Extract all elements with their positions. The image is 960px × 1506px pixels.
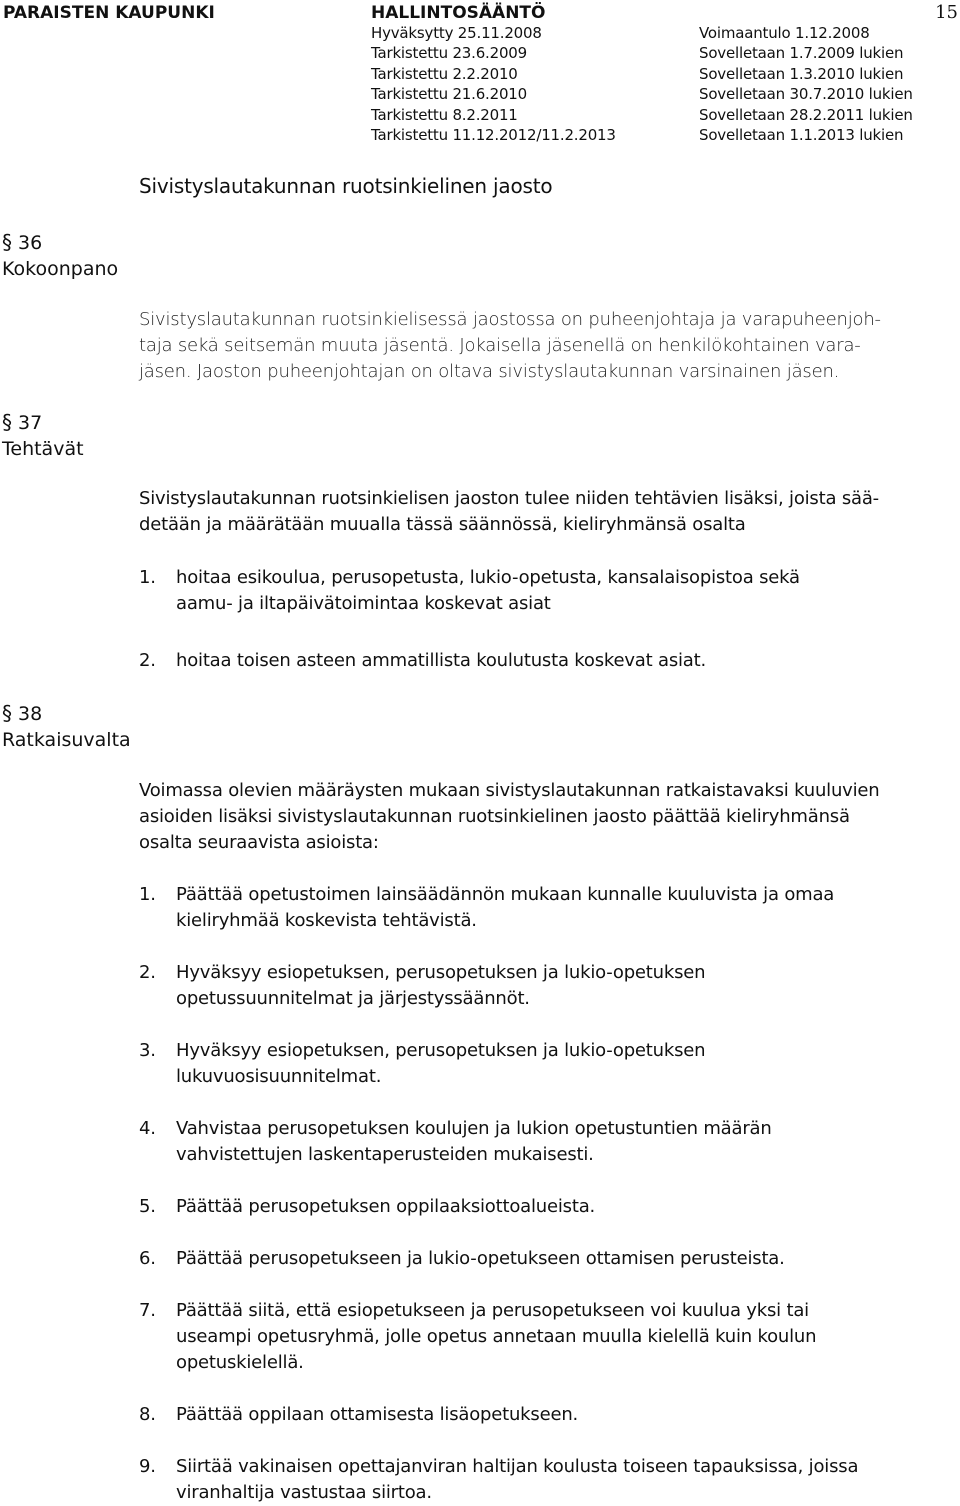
list-item-line: Päättää opetustoimen lainsäädännön mukaan kunnalle kuuluvista ja omaa bbox=[176, 884, 835, 905]
section-38-label bbox=[2, 700, 131, 753]
list-item-line: vahvistettujen laskentaperusteiden mukaisesti. bbox=[176, 1144, 594, 1165]
paragraph-line: asioiden lisäksi sivistyslautakunnan ruotsinkielinen jaosto päättää kieliryhmänsä bbox=[139, 806, 850, 827]
section-number: 37 bbox=[18, 412, 43, 434]
paragraph-line: Sivistyslautakunnan ruotsinkielisessä jaostossa on puheenjohtaja ja varapuheenjoh- bbox=[139, 309, 881, 330]
list-item-line: Hyväksyy esiopetuksen, perusopetuksen ja lukio-opetuksen bbox=[176, 962, 706, 983]
list-item-line: Päättää perusopetuksen oppilaaksiottoalueista. bbox=[176, 1196, 596, 1217]
list-item-line: Päättää siitä, että esiopetukseen ja perusopetukseen voi kuulua yksi tai bbox=[176, 1300, 809, 1321]
header-right-line: Sovelletaan 1.1.2013 lukien bbox=[699, 126, 904, 145]
paragraph-line: Voimassa olevien määräysten mukaan sivistyslautakunnan ratkaistavaksi kuuluvien bbox=[139, 780, 880, 801]
page-number: 15 bbox=[935, 2, 958, 23]
section-number: 38 bbox=[18, 703, 43, 725]
section-title: Kokoonpano bbox=[2, 258, 119, 280]
section-title: Tehtävät bbox=[2, 438, 84, 460]
list-item bbox=[139, 1116, 959, 1168]
section-sign: § bbox=[2, 410, 12, 434]
list-item-line: Päättää perusopetukseen ja lukio-opetukseen ottamisen perusteista. bbox=[176, 1248, 785, 1269]
list-item-line: viranhaltija vastustaa siirtoa. bbox=[176, 1482, 432, 1503]
list-item-number: 2. bbox=[139, 962, 156, 983]
list-item bbox=[139, 565, 959, 617]
list-item-line: kieliryhmää koskevista tehtävistä. bbox=[176, 910, 477, 931]
header-left-line: Tarkistettu 11.12.2012/11.2.2013 bbox=[371, 126, 616, 145]
section-38-paragraph bbox=[139, 778, 959, 856]
section-number: 36 bbox=[18, 232, 43, 254]
list-item bbox=[139, 648, 959, 674]
list-item bbox=[139, 1038, 959, 1090]
list-item-line: Siirtää vakinaisen opettajanviran haltijan koulusta toiseen tapauksissa, joissa bbox=[176, 1456, 859, 1477]
header-left-line: Tarkistettu 2.2.2010 bbox=[371, 64, 518, 83]
list-item-number: 7. bbox=[139, 1300, 156, 1321]
list-item bbox=[139, 1454, 959, 1506]
header-approval-dates bbox=[371, 23, 616, 145]
organization-name: PARAISTEN KAUPUNKI bbox=[3, 3, 215, 23]
header-right-line: Voimaantulo 1.12.2008 bbox=[699, 24, 870, 42]
section-36-label bbox=[2, 229, 118, 282]
section-37-paragraph bbox=[139, 486, 959, 538]
header-left-line: Hyväksytty 25.11.2008 bbox=[371, 24, 542, 42]
list-item-line: opetussuunnitelmat ja järjestyssäännöt. bbox=[176, 988, 530, 1009]
header-left-line: Tarkistettu 8.2.2011 bbox=[371, 105, 518, 124]
paragraph-line: osalta seuraavista asioista: bbox=[139, 832, 379, 853]
section-sign: § bbox=[2, 701, 12, 725]
list-item bbox=[139, 1246, 959, 1272]
paragraph-line: taja sekä seitsemän muuta jäsentä. Jokaisella jäsenellä on henkilökohtainen vara- bbox=[139, 335, 861, 356]
list-item-number: 6. bbox=[139, 1248, 156, 1269]
header-effective-dates bbox=[699, 23, 913, 145]
document-title: HALLINTOSÄÄNTÖ bbox=[371, 3, 546, 23]
list-item-number: 4. bbox=[139, 1118, 156, 1139]
list-item bbox=[139, 1402, 959, 1428]
list-item-number: 3. bbox=[139, 1040, 156, 1061]
paragraph-line: jäsen. Jaoston puheenjohtajan on oltava sivistyslautakunnan varsinainen jäsen. bbox=[139, 361, 840, 382]
section-title: Ratkaisuvalta bbox=[2, 729, 131, 751]
header-right-line: Sovelletaan 1.3.2010 lukien bbox=[699, 64, 904, 83]
section-36-paragraph bbox=[139, 307, 959, 385]
section-37-label bbox=[2, 409, 84, 462]
list-item-number: 8. bbox=[139, 1404, 156, 1425]
header-right-line: Sovelletaan 28.2.2011 lukien bbox=[699, 105, 913, 124]
header-right-line: Sovelletaan 30.7.2010 lukien bbox=[699, 85, 913, 104]
list-item bbox=[139, 882, 959, 934]
list-item-line: Päättää oppilaan ottamisesta lisäopetukseen. bbox=[176, 1404, 579, 1425]
list-item-line: opetuskielellä. bbox=[176, 1352, 304, 1373]
list-item-number: 9. bbox=[139, 1456, 156, 1477]
header-left-line: Tarkistettu 21.6.2010 bbox=[371, 85, 527, 104]
section-heading: Sivistyslautakunnan ruotsinkielinen jaosto bbox=[139, 174, 553, 198]
paragraph-line: detään ja määrätään muualla tässä säännössä, kieliryhmänsä osalta bbox=[139, 514, 746, 535]
list-item-number: 5. bbox=[139, 1196, 156, 1217]
list-item-line: aamu- ja iltapäivätoimintaa koskevat asiat bbox=[176, 593, 551, 614]
section-sign: § bbox=[2, 230, 12, 254]
header-left-line: Tarkistettu 23.6.2009 bbox=[371, 44, 527, 63]
list-item-line: lukuvuosisuunnitelmat. bbox=[176, 1066, 382, 1087]
list-item-number: 2. bbox=[139, 650, 156, 671]
list-item-line: useampi opetusryhmä, jolle opetus annetaan muulla kielellä kuin koulun bbox=[176, 1326, 817, 1347]
list-item bbox=[139, 1194, 959, 1220]
list-item-line: Hyväksyy esiopetuksen, perusopetuksen ja lukio-opetuksen bbox=[176, 1040, 706, 1061]
list-item-line: hoitaa esikoulua, perusopetusta, lukio-opetusta, kansalaisopistoa sekä bbox=[176, 567, 800, 588]
list-item bbox=[139, 960, 959, 1012]
list-item-number: 1. bbox=[139, 884, 156, 905]
list-item-line: hoitaa toisen asteen ammatillista koulutusta koskevat asiat. bbox=[176, 650, 707, 671]
list-item bbox=[139, 1298, 959, 1376]
list-item-line: Vahvistaa perusopetuksen koulujen ja lukion opetustuntien määrän bbox=[176, 1118, 772, 1139]
paragraph-line: Sivistyslautakunnan ruotsinkielisen jaoston tulee niiden tehtävien lisäksi, joista sää- bbox=[139, 488, 879, 509]
list-item-number: 1. bbox=[139, 567, 156, 588]
header-right-line: Sovelletaan 1.7.2009 lukien bbox=[699, 44, 904, 63]
